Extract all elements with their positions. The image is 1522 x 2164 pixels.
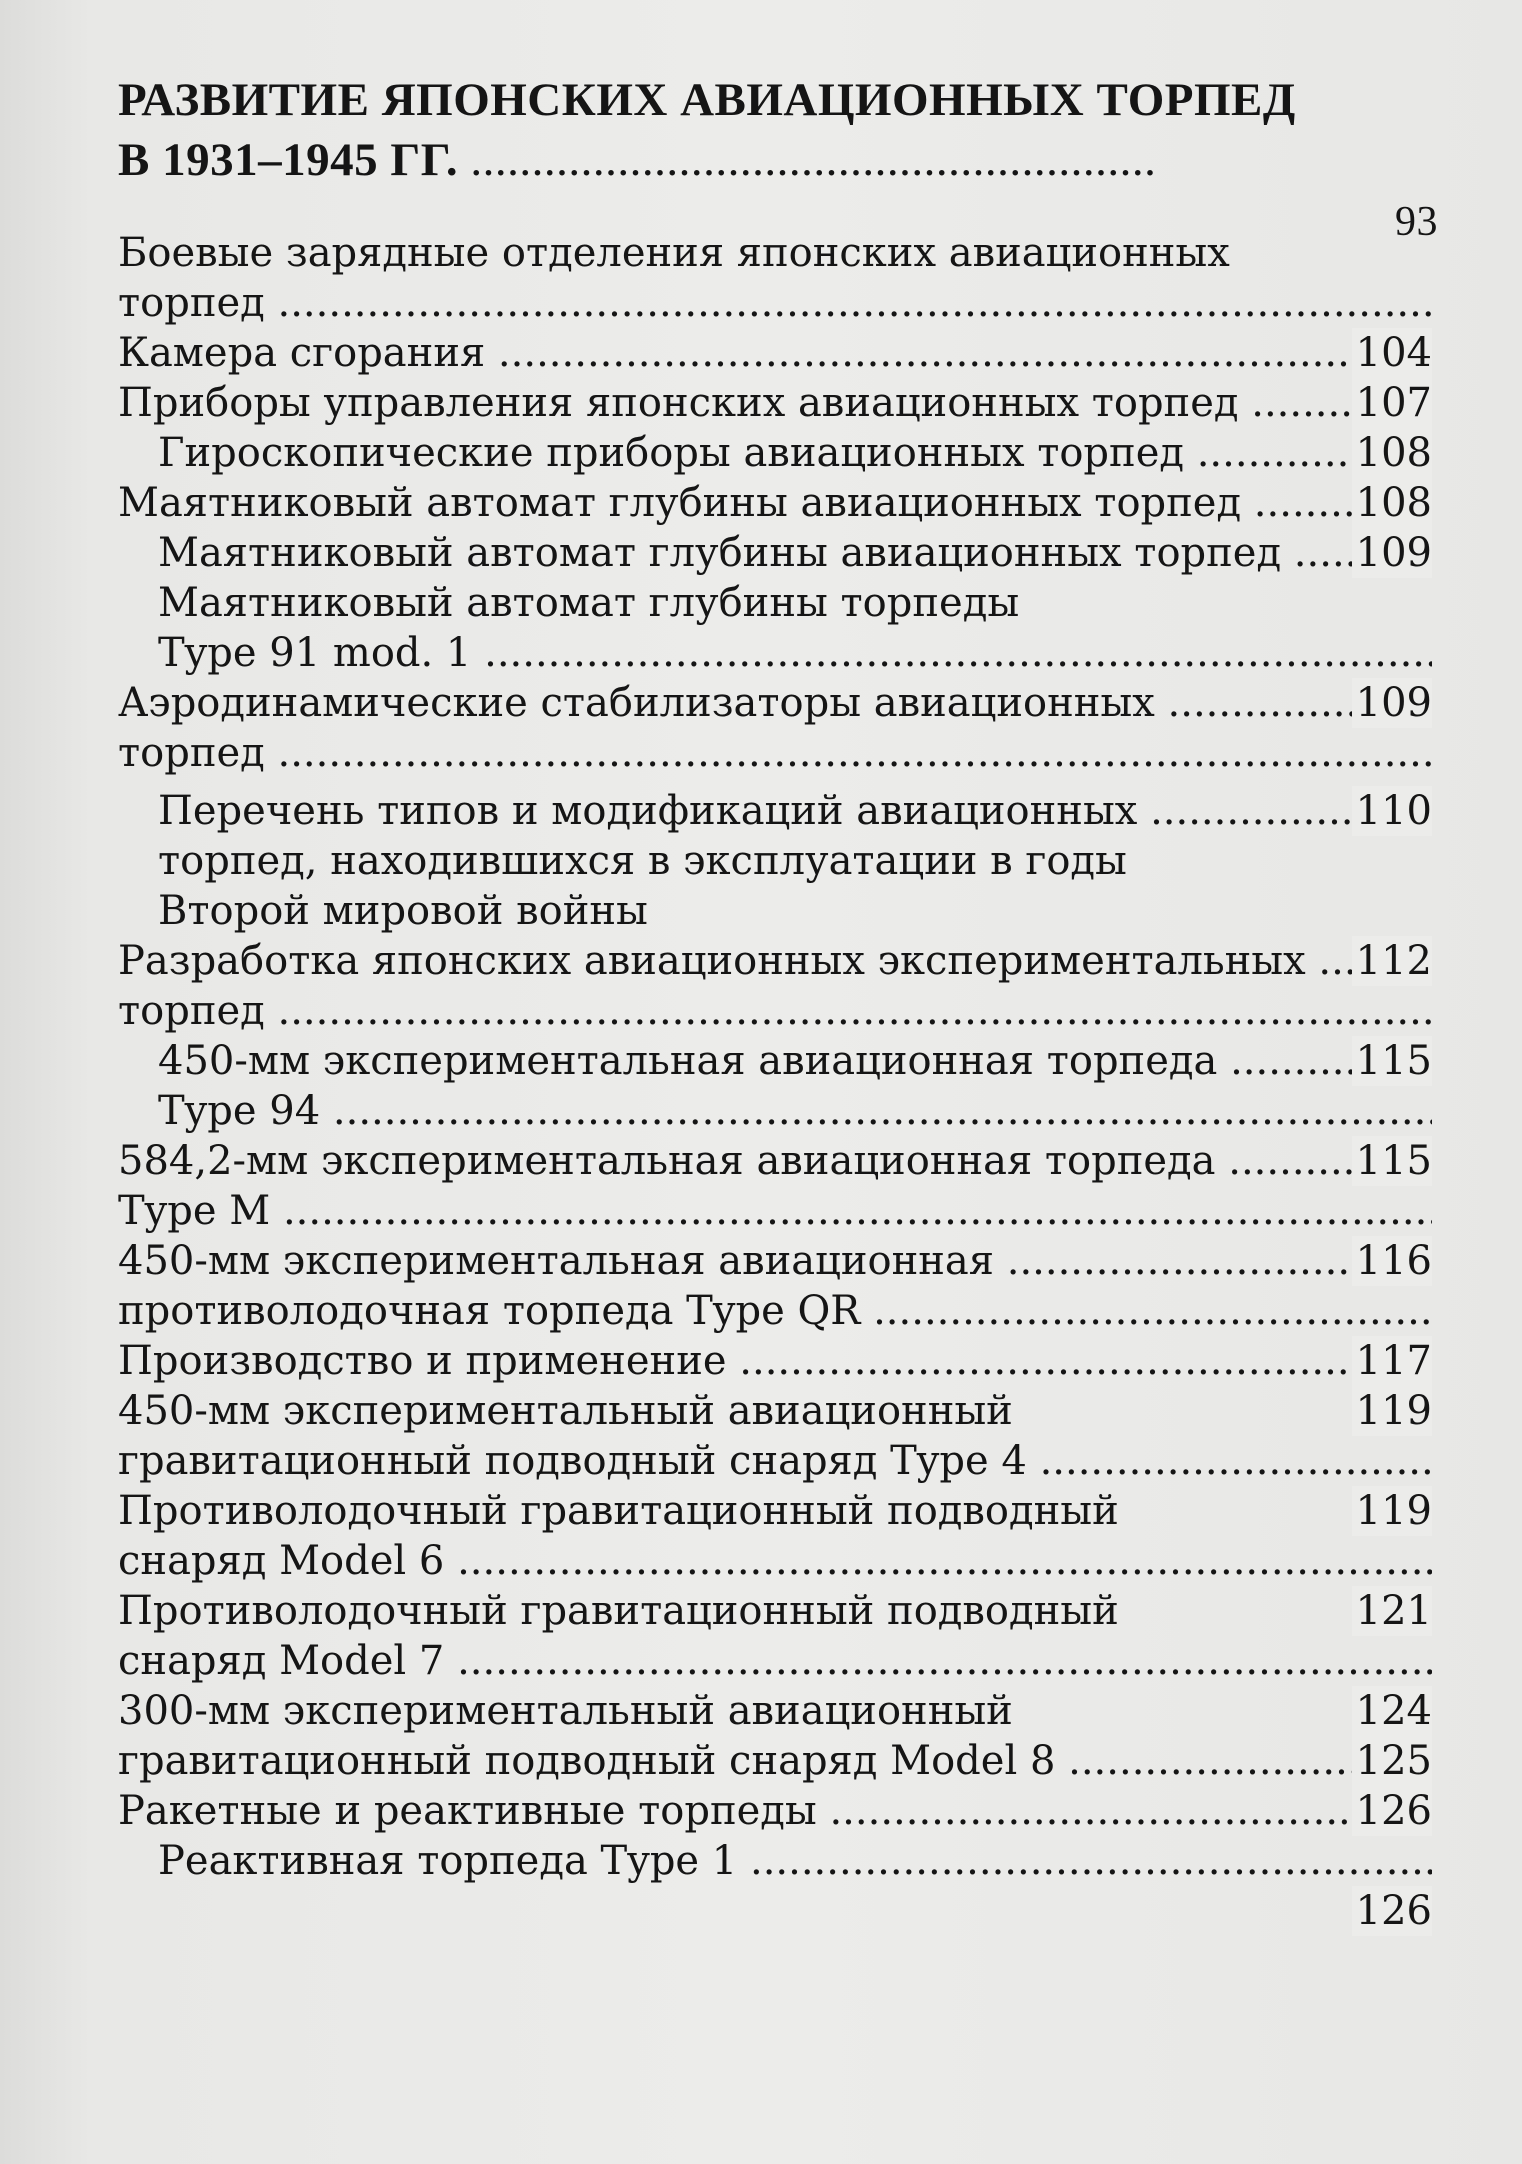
toc-entry bbox=[118, 428, 1432, 478]
toc-entry-title-cont: торпед ..... bbox=[118, 728, 1432, 778]
toc-entry-page: 109 bbox=[1352, 528, 1432, 578]
toc-entry-page: 109 bbox=[1352, 678, 1432, 728]
toc-entry bbox=[118, 678, 1432, 778]
toc-entry-page: 124 bbox=[1352, 1686, 1432, 1736]
toc-entry-title: 584,2-мм экспериментальная авиационная торпеда ..... bbox=[118, 1136, 1432, 1186]
toc-entry-page: 108 bbox=[1352, 478, 1432, 528]
heading-page-number: 93 bbox=[1395, 199, 1438, 245]
toc-entry-title-cont: Type 91 mod. 1 ..... bbox=[158, 628, 1432, 678]
heading-line-2: В 1931–1945 ГГ. ........................................................ bbox=[118, 134, 1157, 186]
toc-entry bbox=[118, 378, 1432, 428]
toc-entry-title-cont: снаряд Model 7 ..... bbox=[118, 1636, 1432, 1686]
toc-entry bbox=[118, 786, 1432, 936]
toc-entry-page: 125 bbox=[1352, 1736, 1432, 1786]
toc-entry bbox=[118, 1586, 1432, 1686]
toc-entry-page: 116 bbox=[1352, 1236, 1432, 1286]
toc-entry-title: Боевые зарядные отделения японских авиационных bbox=[118, 230, 1230, 276]
toc-entry-page: 108 bbox=[1352, 428, 1432, 478]
toc-entry-title: Противолодочный гравитационный подводный bbox=[118, 1488, 1119, 1534]
heading-line-2-text: В 1931–1945 ГГ. bbox=[118, 134, 459, 186]
toc-entry-title: Разработка японских авиационных экспериментальных ..... bbox=[118, 936, 1432, 986]
toc-entry-title: Противолодочный гравитационный подводный bbox=[118, 1588, 1119, 1634]
toc-entry-title: Гироскопические приборы авиационных торпед ..... bbox=[158, 428, 1432, 478]
toc-entry-title: Маятниковый автомат глубины торпеды bbox=[158, 580, 1020, 626]
toc-entry-title: 450-мм экспериментальная авиационная ..... bbox=[118, 1236, 1432, 1286]
toc-entry bbox=[118, 228, 1432, 328]
toc-entry bbox=[118, 1136, 1432, 1236]
toc-entry-title-cont: Type 94 ..... bbox=[158, 1086, 1432, 1136]
toc-entry-page: 119 bbox=[1352, 1386, 1432, 1436]
toc-entry-title-cont: торпед ..... bbox=[118, 278, 1432, 328]
toc-final-page: 126 bbox=[1352, 1886, 1432, 1936]
toc-entry bbox=[118, 1036, 1432, 1136]
toc-entry bbox=[118, 936, 1432, 1036]
toc-entry-title-cont-2: Второй мировой войны bbox=[158, 888, 648, 934]
toc-entry-page: 115 bbox=[1352, 1136, 1432, 1186]
table-of-contents bbox=[118, 228, 1432, 1936]
toc-entry-title: Приборы управления японских авиационных торпед ..... bbox=[118, 378, 1432, 428]
toc-entry-title: Реактивная торпеда Type 1 ..... bbox=[158, 1836, 1432, 1886]
toc-entry-page: 119 bbox=[1352, 1486, 1432, 1536]
toc-entry bbox=[118, 478, 1432, 528]
toc-entry-title-cont: гравитационный подводный снаряд Type 4 ..... bbox=[118, 1436, 1432, 1486]
toc-final-page-row bbox=[118, 1886, 1432, 1936]
toc-entry-page: 110 bbox=[1352, 786, 1432, 836]
toc-entry-title: Ракетные и реактивные торпеды ..... bbox=[118, 1786, 1432, 1836]
toc-entry-page: 104 bbox=[1352, 328, 1432, 378]
toc-entry-title: Маятниковый автомат глубины авиационных торпед ..... bbox=[158, 528, 1432, 578]
toc-entry bbox=[118, 1386, 1432, 1486]
toc-entry bbox=[118, 328, 1432, 378]
heading-line-1: РАЗВИТИЕ ЯПОНСКИХ АВИАЦИОННЫХ ТОРПЕД bbox=[118, 74, 1296, 126]
section-heading bbox=[118, 70, 1438, 245]
toc-entry-title-cont: снаряд Model 6 ..... bbox=[118, 1536, 1432, 1586]
toc-entry-title-cont: торпед ..... bbox=[118, 986, 1432, 1036]
toc-entry bbox=[118, 578, 1432, 678]
toc-entry-page: 115 bbox=[1352, 1036, 1432, 1086]
toc-entry-page: 117 bbox=[1352, 1336, 1432, 1386]
toc-entry-title: Перечень типов и модификаций авиационных ..... bbox=[158, 786, 1432, 836]
toc-entry-page: 112 bbox=[1352, 936, 1432, 986]
toc-entry-title: Аэродинамические стабилизаторы авиационных ..... bbox=[118, 678, 1432, 728]
toc-entry bbox=[118, 1686, 1432, 1786]
toc-entry bbox=[118, 528, 1432, 578]
toc-entry-title: 450-мм экспериментальный авиационный bbox=[118, 1388, 1013, 1434]
toc-entry-title-cont: гравитационный подводный снаряд Model 8 ..... bbox=[118, 1736, 1432, 1786]
toc-entry-page: 126 bbox=[1352, 1786, 1432, 1836]
toc-entry-title-cont: торпед, находившихся в эксплуатации в годы bbox=[158, 838, 1127, 884]
toc-entry-page: 107 bbox=[1352, 378, 1432, 428]
toc-entry-title: Камера сгорания ..... bbox=[118, 328, 1432, 378]
toc-entry-title: Маятниковый автомат глубины авиационных торпед ..... bbox=[118, 478, 1432, 528]
toc-entry-title: 300-мм экспериментальный авиационный bbox=[118, 1688, 1013, 1734]
toc-entry-title-cont: Type M ..... bbox=[118, 1186, 1432, 1236]
toc-entry-title: Производство и применение ..... bbox=[118, 1336, 1432, 1386]
toc-entry bbox=[118, 1236, 1432, 1336]
toc-entry-page: 121 bbox=[1352, 1586, 1432, 1636]
toc-entry bbox=[118, 1336, 1432, 1386]
toc-entry-title: 450-мм экспериментальная авиационная торпеда ..... bbox=[158, 1036, 1432, 1086]
toc-entry-title-cont: противолодочная торпеда Type QR ..... bbox=[118, 1286, 1432, 1336]
toc-entry bbox=[118, 1486, 1432, 1586]
